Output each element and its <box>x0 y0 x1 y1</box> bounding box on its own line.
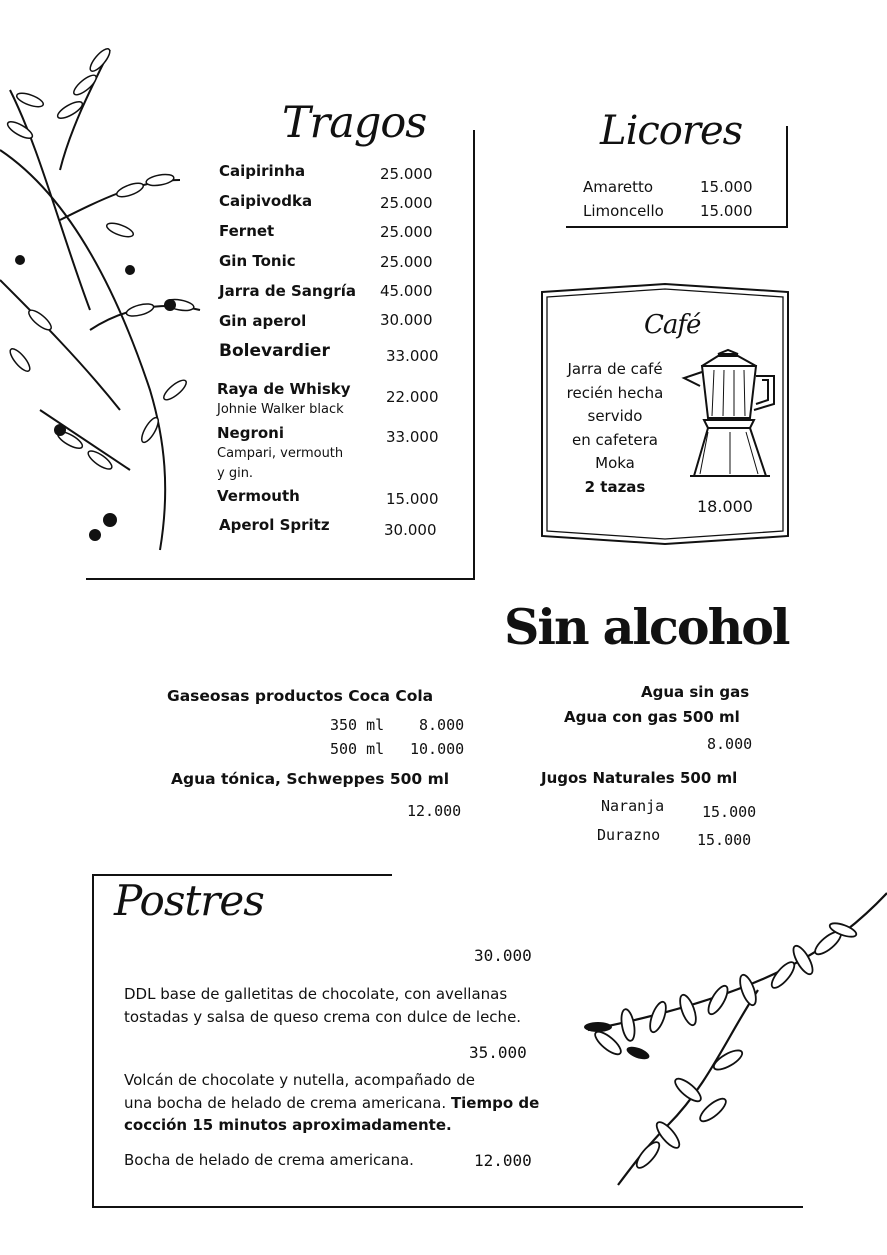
tragos-title: Tragos <box>282 98 427 148</box>
postre-note: Tiempo de <box>450 1094 540 1112</box>
trago-name: Raya de Whisky <box>217 380 351 398</box>
trago-name: Vermouth <box>217 487 300 505</box>
trago-price: 15.000 <box>386 490 439 508</box>
postres-border-left <box>92 874 94 1208</box>
trago-price: 33.000 <box>386 347 439 365</box>
licores-border-bottom <box>566 226 788 228</box>
trago-name: Gin aperol <box>219 312 307 330</box>
agua-price: 8.000 <box>707 735 753 753</box>
gaseosa-size: 350 ml <box>330 716 385 734</box>
postres-border-bottom <box>92 1206 803 1208</box>
trago-price: 22.000 <box>386 388 439 406</box>
postre-description: Bocha de helado de crema americana. <box>124 1151 414 1169</box>
trago-price: 30.000 <box>380 311 433 329</box>
cafe-servings: 2 tazas <box>584 477 646 496</box>
cafe-description <box>550 358 680 499</box>
licor-price: 15.000 <box>700 202 753 220</box>
jugo-durazno-price: 15.000 <box>697 831 752 849</box>
cafe-line: servido <box>587 407 643 425</box>
trago-price: 33.000 <box>386 428 439 446</box>
tragos-border-right <box>473 130 475 580</box>
agua-con-gas-label: Agua con gas 500 ml <box>564 708 740 726</box>
tonica-label: Agua tónica, Schweppes 500 ml <box>171 770 450 788</box>
trago-price: 45.000 <box>380 282 433 300</box>
jugo-naranja: Naranja <box>601 797 665 815</box>
licor-price: 15.000 <box>700 178 753 196</box>
cafe-line: recién hecha <box>566 383 664 402</box>
postre-price: 30.000 <box>474 946 532 965</box>
trago-name: Aperol Spritz <box>219 516 330 534</box>
trago-name: Gin Tonic <box>219 252 296 270</box>
cafe-line: Moka <box>595 454 635 472</box>
cafe-line: Jarra de café <box>567 360 663 378</box>
trago-name: Caipivodka <box>219 192 313 210</box>
cafe-line: en cafetera <box>572 430 658 449</box>
postre-description: tostadas y salsa de queso crema con dulce de leche. <box>124 1008 522 1026</box>
cafe-title: Café <box>644 310 701 340</box>
trago-price: 30.000 <box>384 521 437 539</box>
postre-note: cocción 15 minutos aproximadamente. <box>124 1116 452 1134</box>
postre-description-text: una bocha de helado de crema americana. <box>124 1094 447 1112</box>
cafe-price: 18.000 <box>697 497 753 516</box>
gaseosa-size: 500 ml <box>330 740 385 758</box>
postre-description: DDL base de galletitas de chocolate, con avellanas <box>124 985 508 1003</box>
licores-border-right <box>786 126 788 228</box>
trago-name: Fernet <box>219 222 275 240</box>
trago-description: Campari, vermouth <box>217 446 344 461</box>
trago-price: 25.000 <box>380 165 433 183</box>
gaseosas-label: Gaseosas productos Coca Cola <box>167 687 434 705</box>
tragos-border-bottom <box>86 578 475 580</box>
gaseosa-price: 8.000 <box>419 716 465 734</box>
licores-title: Licores <box>600 108 743 154</box>
olive-branch-illustration <box>578 885 887 1200</box>
jugo-naranja-price: 15.000 <box>702 803 757 821</box>
sin-alcohol-title: Sin alcohol <box>504 598 789 656</box>
postre-price: 35.000 <box>469 1043 527 1062</box>
agua-sin-gas-label: Agua sin gas <box>641 683 750 701</box>
trago-description: Johnie Walker black <box>217 402 344 417</box>
trago-description: y gin. <box>217 466 254 481</box>
gaseosa-price: 10.000 <box>410 740 465 758</box>
trago-price: 25.000 <box>380 194 433 212</box>
trago-name: Bolevardier <box>219 341 330 361</box>
trago-name: Caipirinha <box>219 162 306 180</box>
leaf-branch-illustration-top <box>0 30 215 560</box>
trago-price: 25.000 <box>380 253 433 271</box>
moka-pot-icon <box>680 348 780 488</box>
postre-price: 12.000 <box>474 1151 532 1170</box>
tonica-price: 12.000 <box>407 802 462 820</box>
licor-name: Limoncello <box>583 202 664 220</box>
jugos-label: Jugos Naturales 500 ml <box>541 769 738 787</box>
trago-name: Negroni <box>217 424 284 442</box>
licor-name: Amaretto <box>583 178 654 196</box>
jugo-durazno: Durazno <box>597 826 661 844</box>
postres-title: Postres <box>114 876 264 925</box>
trago-price: 25.000 <box>380 223 433 241</box>
postre-description <box>124 1094 539 1112</box>
trago-name: Jarra de Sangría <box>219 282 356 300</box>
postre-description: Volcán de chocolate y nutella, acompañado de <box>124 1071 475 1089</box>
